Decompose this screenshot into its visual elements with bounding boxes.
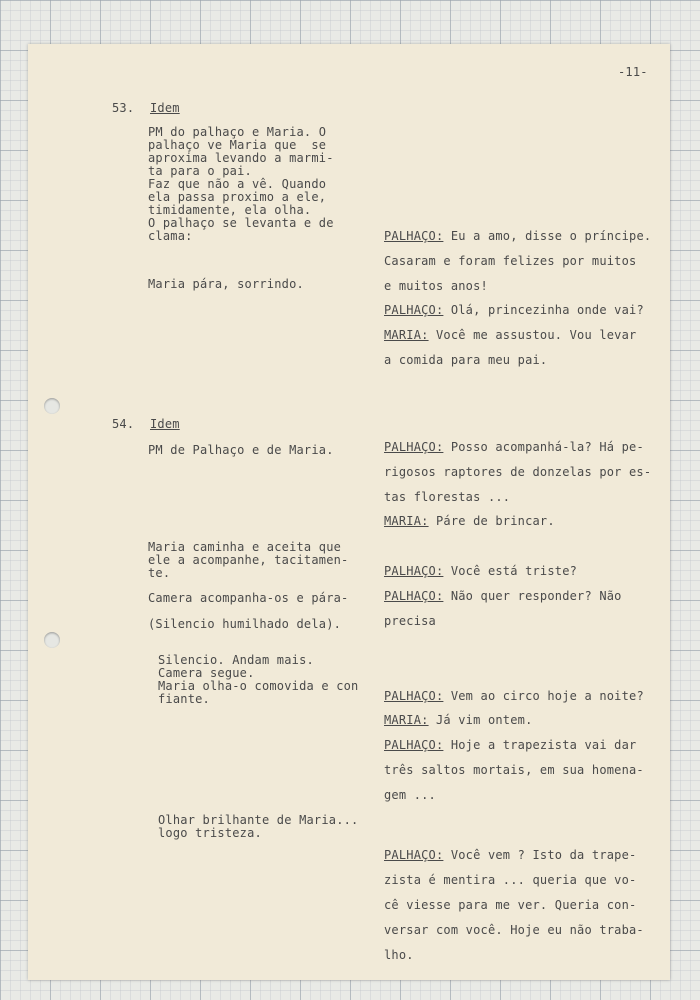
dialogue-line: [384, 559, 577, 584]
dialogue-line: [384, 843, 644, 968]
stage-direction: Olhar brilhante de Maria... logo tristeza.: [158, 813, 359, 840]
dialogue-text: Olá, princezinha onde vai?: [443, 303, 644, 317]
speaker-name: PALHAÇO:: [384, 303, 444, 317]
speaker-name: PALHAÇO:: [384, 738, 444, 752]
dialogue-text: Hoje a trapezista vai dar três saltos mortais, em sua homena- gem ...: [384, 738, 644, 802]
dialogue-line: [384, 323, 636, 373]
dialogue-text: Posso acompanhá-la? Há pe- rigosos raptores de donzelas por es- tas florestas ...: [384, 440, 652, 504]
dialogue-text: Eu a amo, disse o príncipe. Casaram e foram felizes por muitos e muitos anos!: [384, 229, 652, 293]
stage-direction: Silencio. Andam mais. Camera segue. Maria olha-o comovida e con fiante.: [158, 653, 359, 706]
scene-number: 53.: [112, 101, 135, 115]
punch-hole: [44, 632, 60, 648]
speaker-name: PALHAÇO:: [384, 564, 444, 578]
speaker-name: PALHAÇO:: [384, 229, 444, 243]
scene-heading: Idem: [150, 101, 180, 115]
typescript-page: [28, 44, 670, 980]
dialogue-text: Já vim ontem.: [428, 713, 533, 727]
dialogue-line: [384, 584, 622, 634]
speaker-name: PALHAÇO:: [384, 689, 444, 703]
speaker-name: PALHAÇO:: [384, 848, 444, 862]
dialogue-text: Você vem ? Isto da trape- zista é mentira ... queria que vo- cê viesse para me ver. Queria con- versar com você. Hoje eu não traba- lho.: [384, 848, 644, 962]
scene-number: 54.: [112, 417, 135, 431]
scene-heading: Idem: [150, 417, 180, 431]
page-number: -11-: [618, 65, 648, 79]
dialogue-text: Vem ao circo hoje a noite?: [443, 689, 644, 703]
dialogue-text: Você está triste?: [443, 564, 578, 578]
dialogue-line: [384, 708, 533, 733]
dialogue-line: [384, 509, 555, 534]
dialogue-text: Páre de brincar.: [428, 514, 555, 528]
stage-direction: Camera acompanha-os e pára-: [148, 591, 349, 605]
stage-direction: PM de Palhaço e de Maria.: [148, 443, 334, 457]
dialogue-text: Não quer responder? Não precisa: [384, 589, 622, 628]
stage-direction: Maria pára, sorrindo.: [148, 277, 304, 291]
speaker-name: MARIA:: [384, 514, 429, 528]
dialogue-line: [384, 684, 644, 709]
dialogue-line: [384, 298, 644, 323]
speaker-name: PALHAÇO:: [384, 440, 444, 454]
speaker-name: MARIA:: [384, 328, 429, 342]
dialogue-text: Você me assustou. Vou levar a comida para meu pai.: [384, 328, 637, 367]
stage-direction: Maria caminha e aceita que ele a acompanhe, tacitamen- te.: [148, 540, 349, 580]
dialogue-line: [384, 224, 651, 299]
dialogue-line: [384, 435, 651, 510]
punch-hole: [44, 398, 60, 414]
dialogue-line: [384, 733, 644, 808]
speaker-name: MARIA:: [384, 713, 429, 727]
stage-direction: (Silencio humilhado dela).: [148, 617, 342, 631]
stage-direction: PM do palhaço e Maria. O palhaço ve Maria que se aproxima levando a marmi- ta para o pai. Faz que não a vê. Quando ela passa proximo a ele, timidamente, ela olha. O palhaço se levanta e de clama:: [148, 125, 334, 243]
speaker-name: PALHAÇO:: [384, 589, 444, 603]
